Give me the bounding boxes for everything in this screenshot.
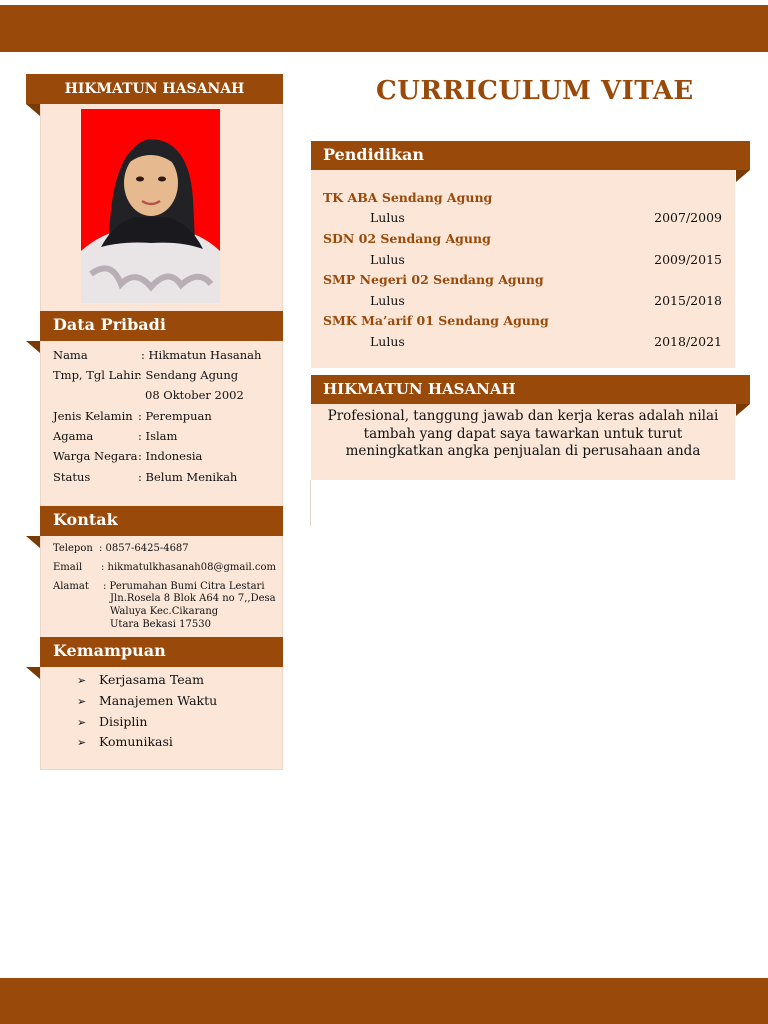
skill-label: Kerjasama Team (99, 672, 204, 687)
data-label: Nama (53, 348, 88, 362)
ribbon-fold (26, 536, 40, 548)
name-header: HIKMATUN HASANAH (26, 74, 283, 104)
email-label: Email (53, 562, 83, 573)
arrow-bullet-icon: ➢ (77, 736, 87, 749)
alamat-line: Waluya Kec.Cikarang (110, 606, 219, 617)
skill-label: Disiplin (99, 714, 148, 729)
kontak-alamat (53, 581, 278, 630)
data-value: : Islam (138, 429, 178, 443)
kontak-email (53, 562, 278, 574)
ribbon-fold (26, 667, 40, 679)
section-header-profil: HIKMATUN HASANAH (311, 375, 750, 404)
education-years: 2018/2021 (654, 334, 722, 349)
data-label: Tmp, Tgl Lahir (53, 368, 140, 382)
education-years: 2015/2018 (654, 293, 722, 308)
data-label: Warga Negara (53, 449, 138, 463)
section-header-data-pribadi: Data Pribadi (40, 311, 283, 341)
data-label: Agama (53, 429, 94, 443)
profile-summary: Profesional, tanggung jawab dan kerja keras adalah nilai tambah yang dapat saya tawarkan untuk turut meningkatkan angka penjualan di perusahaan anda (327, 408, 719, 459)
education-school: SMK Ma’arif 01 Sendang Agung (323, 313, 549, 328)
skill-label: Manajemen Waktu (99, 693, 218, 708)
section-header-kontak: Kontak (40, 506, 283, 536)
alamat-line: Jln.Rosela 8 Blok A64 no 7,,Desa (110, 593, 276, 604)
data-label: Status (53, 470, 91, 484)
data-value: : Sendang Agung (138, 368, 239, 382)
alamat-line: Utara Bekasi 17530 (110, 619, 211, 630)
top-banner (0, 5, 768, 52)
data-value: 08 Oktober 2002 (145, 388, 244, 402)
ribbon-fold (736, 404, 750, 416)
arrow-bullet-icon: ➢ (77, 716, 87, 729)
ribbon-fold (26, 341, 40, 353)
data-value: : Hikmatun Hasanah (141, 348, 262, 362)
education-status: Lulus (370, 210, 405, 225)
skill-item (77, 672, 204, 689)
telepon-value: : 0857-6425-4687 (99, 543, 189, 554)
telepon-label: Telepon (53, 543, 93, 554)
data-value: : Perempuan (138, 409, 212, 423)
education-status: Lulus (370, 293, 405, 308)
education-years: 2007/2009 (654, 210, 722, 225)
person-portrait-icon (81, 109, 220, 303)
divider (310, 480, 311, 526)
skill-label: Komunikasi (99, 734, 173, 749)
alamat-label: Alamat (53, 581, 89, 592)
bottom-banner (0, 978, 768, 1024)
education-years: 2009/2015 (654, 252, 722, 267)
skill-item (77, 734, 173, 751)
education-school: SDN 02 Sendang Agung (323, 231, 491, 246)
skill-item (77, 693, 217, 710)
profile-photo (81, 109, 220, 303)
education-school: SMP Negeri 02 Sendang Agung (323, 272, 544, 287)
data-value: : Indonesia (138, 449, 203, 463)
email-value: : hikmatulkhasanah08@gmail.com (101, 562, 276, 573)
arrow-bullet-icon: ➢ (77, 674, 87, 687)
section-header-kemampuan: Kemampuan (40, 637, 283, 667)
ribbon-fold (736, 170, 750, 182)
data-value: : Belum Menikah (138, 470, 238, 484)
kontak-telepon (53, 543, 278, 555)
education-status: Lulus (370, 252, 405, 267)
skill-item (77, 714, 147, 731)
arrow-bullet-icon: ➢ (77, 695, 87, 708)
ribbon-fold (26, 104, 40, 116)
cv-title: CURRICULUM VITAE (376, 76, 694, 106)
education-school: TK ABA Sendang Agung (323, 190, 493, 205)
education-status: Lulus (370, 334, 405, 349)
alamat-line: : Perumahan Bumi Citra Lestari (103, 581, 265, 592)
data-label: Jenis Kelamin (53, 409, 133, 423)
section-header-pendidikan: Pendidikan (311, 141, 750, 170)
